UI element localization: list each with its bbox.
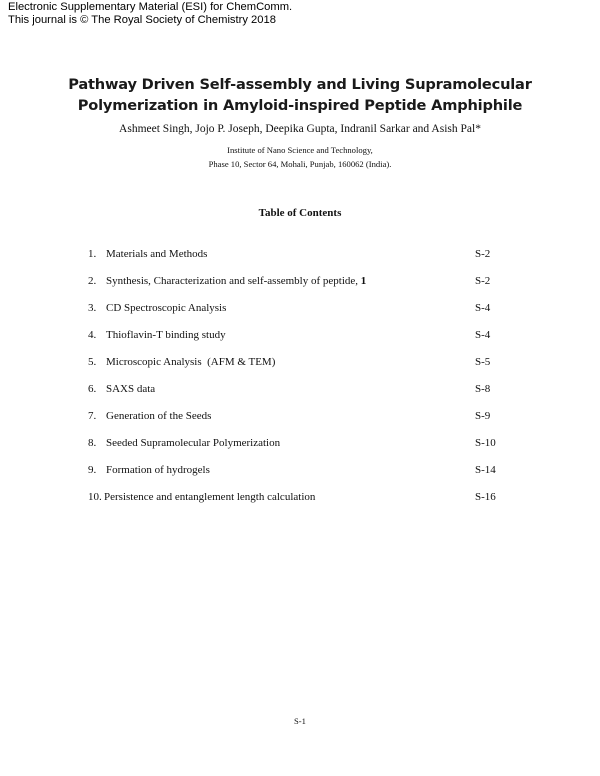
toc-item-label: Generation of the Seeds [106,410,212,422]
toc-item-label: Synthesis, Characterization and self-assembly of peptide, 1 [106,275,367,287]
toc-item[interactable] [88,247,508,274]
toc-item-page: S-8 [475,383,491,395]
toc-item[interactable] [88,328,508,355]
toc-item-label: CD Spectroscopic Analysis [106,302,227,314]
toc-item-number: 10. [88,491,102,503]
toc-item-page: S-16 [475,491,496,503]
toc-item[interactable] [88,382,508,409]
esi-header-line2: This journal is © The Royal Society of Chemistry 2018 [8,14,276,26]
toc-item-label: SAXS data [106,383,156,395]
toc-item[interactable] [88,436,508,463]
esi-header [8,1,292,27]
authors: Ashmeet Singh, Jojo P. Joseph, Deepika Gupta, Indranil Sarkar and Asish Pal* [119,123,481,135]
toc-item[interactable] [88,409,508,436]
toc-item-number: 9. [88,464,97,476]
toc-item-number: 3. [88,302,97,314]
toc-item-number: 4. [88,329,97,341]
toc-item[interactable] [88,274,508,301]
toc-item-number: 6. [88,383,97,395]
toc-item-page: S-2 [475,248,491,260]
title-line2: Polymerization in Amyloid-inspired Peptide Amphiphile [77,97,523,114]
paper-title [0,74,600,116]
page-number: S-1 [294,716,306,726]
toc-item-page: S-5 [475,356,491,368]
toc-item[interactable] [88,301,508,328]
toc-item-label: Persistence and entanglement length calculation [104,491,316,503]
toc-item-page: S-4 [475,302,491,314]
toc-item-page: S-10 [475,437,496,449]
table-of-contents [88,247,508,517]
toc-heading: Table of Contents [258,207,342,219]
peptide-compound-number: 1 [360,275,367,287]
toc-item[interactable] [88,490,508,517]
toc-item[interactable] [88,463,508,490]
toc-item-number: 5. [88,356,97,368]
toc-item-number: 8. [88,437,97,449]
toc-item-label: Thioflavin-T binding study [106,329,226,341]
toc-item-label: Materials and Methods [106,248,208,260]
esi-header-line1: Electronic Supplementary Material (ESI) for ChemComm. [8,1,293,13]
affiliation-line2: Phase 10, Sector 64, Mohali, Punjab, 160062 (India). [208,159,392,169]
affiliation [0,143,600,171]
title-line1: Pathway Driven Self-assembly and Living Supramolecular [68,76,532,93]
toc-item-page: S-2 [475,275,491,287]
toc-item-label: Seeded Supramolecular Polymerization [106,437,281,449]
toc-item-number: 2. [88,275,97,287]
toc-item-label: Formation of hydrogels [106,464,210,476]
toc-item[interactable] [88,355,508,382]
affiliation-line1: Institute of Nano Science and Technology, [227,145,373,155]
toc-item-page: S-4 [475,329,491,341]
toc-item-page: S-9 [475,410,491,422]
toc-item-number: 7. [88,410,97,422]
toc-item-number: 1. [88,248,97,260]
toc-item-label: Microscopic Analysis (AFM & TEM) [106,356,276,368]
toc-item-page: S-14 [475,464,496,476]
